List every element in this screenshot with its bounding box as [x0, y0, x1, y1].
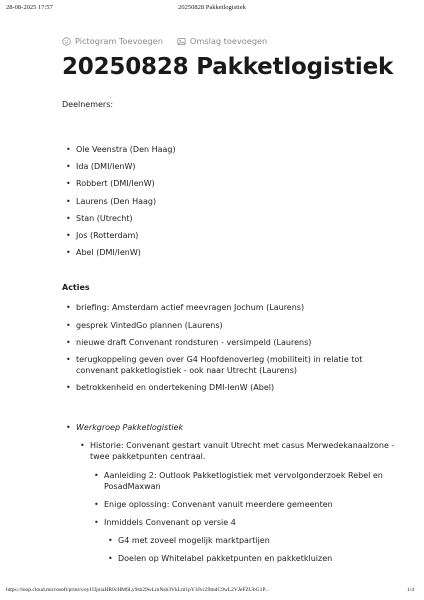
list-item: • Ole Veenstra (Den Haag): [62, 144, 407, 161]
print-footer: [6, 587, 418, 597]
document-body: [62, 99, 407, 564]
print-doc-title: 20250828 Pakketlogistiek: [178, 4, 246, 11]
list-item: • Robbert (DMI/IenW): [62, 178, 407, 195]
list-item: • Abel (DMI/IenW): [62, 247, 407, 264]
participants-list: [62, 144, 407, 264]
add-cover-label: Omslag toevoegen: [189, 36, 268, 46]
actions-heading: Acties: [62, 283, 90, 293]
list-item: • gesprek VintedGo plannen (Laurens): [62, 320, 407, 331]
print-datetime: 28-08-2025 17:57: [6, 4, 53, 11]
print-header: [6, 4, 418, 14]
add-cover-button[interactable]: [177, 36, 267, 46]
print-url: https://loop.cloud.microsoft/print/s/eyJ1IjoiaHR0cHM6Ly9sb29wLmNsb3VkLm1pY3Jvc29mdC9wL2VJeFZUbG1P...: [6, 587, 269, 593]
list-item: • Aanleiding 2: Outlook Pakketlogistiek met vervolgonderzoek Rebel en PosadMaxwan: [90, 470, 407, 492]
list-item: • Ida (DMI/IenW): [62, 161, 407, 178]
list-item: • Doelen op Whitelabel pakketpunten en pakketkluizen: [104, 553, 407, 564]
smiley-icon: [62, 37, 71, 46]
list-item: • Enige oplossing: Convenant vanuit meerdere gemeenten: [90, 499, 407, 510]
list-item: • Inmiddels Convenant op versie 4: [90, 517, 407, 528]
list-item: • Laurens (Den Haag): [62, 196, 407, 213]
workgroup-list: [62, 422, 407, 564]
participants-label: Deelnemers:: [62, 100, 114, 109]
add-pictogram-button[interactable]: [62, 36, 163, 46]
list-item: • briefing: Amsterdam actief meevragen Jochum (Laurens): [62, 302, 407, 313]
page-title: 20250828 Pakketlogistiek: [62, 54, 394, 80]
actions-list: [62, 302, 407, 393]
list-item: • Historie: Convenant gestart vanuit Utrecht met casus Merwedekanaalzone - twee pakketpunten centraal.: [76, 440, 407, 462]
page-number: 1/4: [406, 587, 414, 593]
list-item: • Stan (Utrecht): [62, 213, 407, 230]
image-icon: [177, 37, 186, 46]
workgroup-title: • Werkgroep Pakketlogistiek: [62, 422, 407, 433]
list-item: • G4 met zoveel mogelijk marktpartijen: [104, 535, 407, 546]
list-item: • betrokkenheid en ondertekening DMI-IenW (Abel): [62, 382, 407, 393]
list-item: • Jos (Rotterdam): [62, 230, 407, 247]
list-item: • nieuwe draft Convenant rondsturen - versimpeld (Laurens): [62, 337, 407, 348]
page-actions: [62, 36, 267, 46]
list-item: • terugkoppeling geven over G4 Hoofdenoverleg (mobiliteit) in relatie tot convenant pakketlogistiek - ook naar Utrecht (Laurens): [62, 354, 407, 376]
add-pictogram-label: Pictogram Toevoegen: [75, 36, 163, 46]
